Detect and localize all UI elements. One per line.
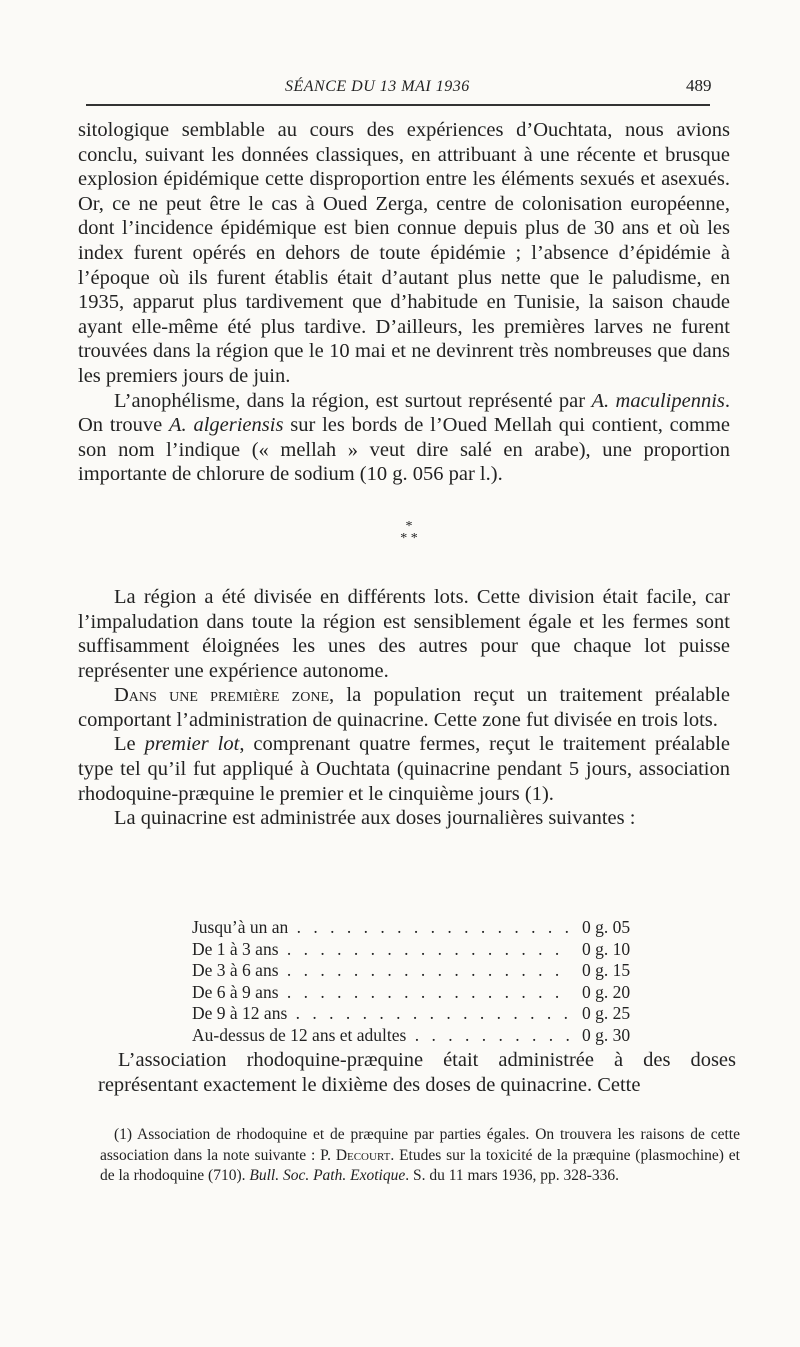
footnote-journal: Bull. Soc. Path. Exotique <box>249 1167 406 1184</box>
main-text <box>78 118 730 831</box>
species-algeriensis: A. algeriensis <box>169 414 284 437</box>
dose-age: De 6 à 9 ans . . . <box>192 982 572 1004</box>
paragraph-3: La région a été divisée en différents lots. Cette division était facile, car l’impaludation dans toute la région est sensiblement égale et les fermes sont suffisamment éloignées les unes des autres pour que chaque lot puisse représenter une expérience autonome. <box>78 585 730 682</box>
paragraph-4 <box>78 683 730 732</box>
page-number: 489 <box>686 76 712 95</box>
paragraph-2 <box>78 389 730 487</box>
paragraph-1: sitologique semblable au cours des expériences d’Ouchtata, nous avions conclu, suivant les données classiques, en attribuant à une récente et brusque explosion épidémique cette disproportion entre les éléments sexués et asexués. Or, ce ne peut être le cas à Oued Zerga, centre de colonisation européenne, dont l’incidence épidémique est bien connue depuis plus de 30 ans et où les index furent opérés en dehors de toute épidémie ; l’absence d’épidémie à l’époque où ils furent établis était d’autant plus nette que le paludisme, en 1935, apparut plus tardivement que d’habitude en Tunisie, la saison chaude ayant elle-même été plus tardive. D’ailleurs, les premières larves ne furent trouvées dans la région que le 10 mai et ne devinrent très nombreuses que dans les premiers jours de juin. <box>78 119 730 387</box>
footnote <box>100 1125 740 1187</box>
paragraph-2-text-a: L’anophélisme, dans la région, est surtout représenté par <box>114 389 592 412</box>
dose-amount: 0 g. 30 <box>572 1025 662 1047</box>
table-row <box>192 982 662 1004</box>
species-maculipennis: A. maculipennis <box>591 389 725 412</box>
separator-star-bottom: * * <box>400 530 418 546</box>
footnote-text-b: . Etudes sur la toxicité de la præquine (plasmochine) et de la rhodoquine (710). <box>100 1146 740 1184</box>
table-row <box>192 917 662 939</box>
dose-age: De 3 à 6 ans . . . <box>192 960 572 982</box>
paragraph-6: La quinacrine est administrée aux doses journalières suivantes : <box>114 807 636 830</box>
dose-age: Au-dessus de 12 ans et adultes . . . <box>192 1025 572 1047</box>
paragraph-5-text-a: Le <box>114 733 145 756</box>
table-row <box>192 1025 662 1047</box>
paragraph-7: L’association rhodoquine-præquine était administrée à des doses représentant exactement le dixième des doses de quinacrine. Cette <box>98 1049 736 1096</box>
paragraph-4-text: la population reçut un traitement préalable comportant l’administration de quinacrine. Cette zone fut divisée en trois lots. <box>78 684 730 731</box>
dose-age: De 1 à 3 ans . . . <box>192 939 572 961</box>
footnote-author: Decourt <box>335 1146 391 1164</box>
paragraph-2-text-b: . On trouve <box>78 389 731 437</box>
zone-heading: Dans une première zone, <box>114 684 335 707</box>
section-separator <box>78 518 730 546</box>
dose-age: Jusqu’à un an . . . <box>192 917 572 939</box>
dose-amount: 0 g. 05 <box>572 917 662 939</box>
footnote-text <box>100 1125 740 1187</box>
paragraph-5-text-b: , comprenant quatre fermes, reçut le traitement préalable type tel qu’il fut appliqué à Ouchtata (quinacrine pendant 5 jours, association rhodoquine-præquine le premier et le cinquième jours (1). <box>78 733 730 805</box>
after-table-text <box>98 1048 736 1098</box>
separator-star-top: * <box>405 518 413 534</box>
running-head: SÉANCE DU 13 MAI 1936 <box>285 78 470 95</box>
paragraph-5 <box>78 732 730 806</box>
dose-table <box>192 917 662 1046</box>
footnote-text-a: (1) Association de rhodoquine et de præquine par parties égales. On trouvera les raisons de cette association dans la note suivante : P. <box>100 1126 740 1164</box>
table-row <box>192 960 662 982</box>
dose-age: De 9 à 12 ans . . . <box>192 1003 572 1025</box>
paragraph-2-text-c: sur les bords de l’Oued Mellah qui contient, comme son nom l’indique (« mellah » veut dire salé en arabe), une proportion importante de chlorure de sodium (10 g. 056 par l.). <box>78 414 730 486</box>
table-row <box>192 939 662 961</box>
premier-lot: premier lot <box>144 733 240 756</box>
table-row <box>192 1003 662 1025</box>
dose-amount: 0 g. 15 <box>572 960 662 982</box>
dose-amount: 0 g. 20 <box>572 982 662 1004</box>
dose-amount: 0 g. 10 <box>572 939 662 961</box>
footnote-text-c: . S. du 11 mars 1936, pp. 328-336. <box>405 1167 620 1184</box>
dose-amount: 0 g. 25 <box>572 1003 662 1025</box>
header-rule <box>86 104 710 106</box>
